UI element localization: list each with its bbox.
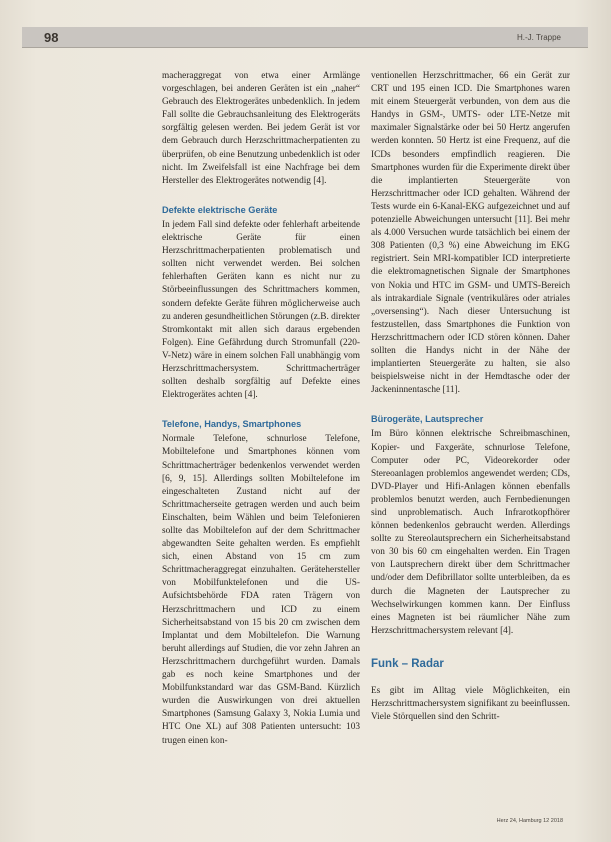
section-heading-phones: Telefone, Handys, Smartphones <box>162 419 302 430</box>
continuation-paragraph: ventionellen Herzschrittmacher, 66 ein Gerät zur CRT und 195 einen ICD. Die Smartphones waren mit einem Steuergerät verbunden, von dem aus die Handys in GSM-, UMTS- oder LTE-Netze mit maximaler Signalstärke oder bei 50 Hertz angerufen werden konnten. 50 Hertz ist eine Frequenz, auf die ICDs besonders empfindlich reagieren. Die Smartphones wurden für die Experimente direkt über die implantierten Steuergeräte von Herzschrittmacher oder ICD gehalten. Während der Tests wurde ein 6-Kanal-EKG aufgezeichnet und auf potenzielle Abweichungen untersucht [11]. Bei mehr als 4.000 Versuchen wurde tatsächlich bei einem der 308 Patienten (0,3 %) eine Abweichung im EKG registriert. Sein MRI-kompatibler ICD interpretierte die elektromagnetischen Signale der Smartphones von Nokia und HTC im GSM- und UMTS-Bereich als intrakardiale Signale (ventrikuläres oder atriales „oversensing“). Nach dieser Untersuchung ist festzustellen, dass Smartphones die Funktion von Herzschrittmachern oder ICD stören können. Daher sollten die Handys nicht in der Nähe der implantierten Steuergeräte zu halten, sie also beispielsweise nicht in der Hemdtasche oder der Jackeninnentasche [11]. <box>371 71 570 396</box>
section-heading-defective-devices: Defekte elektrische Geräte <box>162 204 278 215</box>
header-band <box>22 27 588 48</box>
section-paragraph-radio-radar: Es gibt im Alltag viele Möglichkeiten, ein Herzschrittmachersystem signifikant zu beeinflussen. Viele Störquellen sind den Schritt- <box>371 686 570 723</box>
section-paragraph-office-devices: Im Büro können elektrische Schreibmaschinen, Kopier- und Faxgeräte, schnurlose Telefone, Computer oder PC, Videorekorder oder Stereoanlagen problemlos angewendet werden; CDs, DVD-Player und Hifi-Anlagen können ebenfalls problemlos benutzt werden, auch Fernbedienungen sind unproblematisch. Auch Infrarotkopfhörer können bedenkenlos gebraucht werden. Allerdings sollte zu Stereolautsprechern ein Sicherheitsabstand von 30 bis 60 cm eingehalten werden. Ein Tragen von Lautsprechern direkt über dem Schrittmacher und/oder dem Defibrillator sollte unterbleiben, da es durch die Magneten der Lautsprecher zu Wechselwirkungen kommen kann. Der Einfluss eines Magneten ist bei räumlicher Nähe zum Herzschrittmachersystem relevant [4]. <box>371 429 570 636</box>
right-column <box>371 70 570 724</box>
section-heading-office-devices: Bürogeräte, Lautsprecher <box>371 414 484 425</box>
page-number: 98 <box>44 30 59 45</box>
footer-reference: Herz 24, Hamburg 12 2018 <box>496 818 563 824</box>
left-column <box>162 70 360 748</box>
section-paragraph-defective-devices: In jedem Fall sind defekte oder fehlerhaft arbeitende elektrische Geräte für einen Herzschrittmacherpatienten problematisch und sollten nicht verwendet werden. Bei solchen fehlerhaften Geräten kann es nicht nur zu Störbeeinflussungen des Schrittmachers kommen, sondern defekte Geräte führen möglicherweise auch zu anderen gesundheitlichen Störungen (z.B. direkter Stromkontakt mit allen sich daraus ergebenden Folgen). Eine Gefährdung durch Stromunfall (220-V-Netz) wäre in einem solchen Fall unabhängig vom Herzschrittmachersystem. Schrittmacherträger sollten deshalb sorgfältig auf Defekte eines Elektrogerätes achten [4]. <box>162 219 361 401</box>
running-head: H.-J. Trappe <box>516 33 561 42</box>
section-heading-radio-radar: Funk – Radar <box>371 657 444 670</box>
section-paragraph-phones: Normale Telefone, schnurlose Telefone, Mobiltelefone und Smartphones können vom Schrittmacherträger bedenkenlos verwendet werden [6, 9, 15]. Allerdings sollten Mobiltelefone im eingeschalteten Zustand nicht auf der Schrittmacherseite getragen werden und auch beim Einschalten, beim Wählen und beim Telefonieren sollte das Mobiltelefon auf der dem Schrittmacher abgewandten Seite gehalten werden. Es empfiehlt sich, einen Abstand von 15 cm zum Schrittmacheraggregat einzuhalten. Gerätehersteller von Mobilfunktelefonen und die US-Aufsichtsbehörde FDA raten Trägern von Herzschrittmachern und ICD zu einem Sicherheitsabstand von 15 bis 20 cm zwischen dem Implantat und dem Mobiltelefon. Die Warnung beruht allerdings auf Studien, die vor zehn Jahren an Herzschrittmachern durchgeführt wurden. Damals gab es noch keine Smartphones und der Mobilfunkstandard war das GSM-Band. Kürzlich wurden die Auswirkungen von drei aktuellen Smartphones (Samsung Galaxy 3, Nokia Lumia und HTC One XL) auf 308 Patienten untersucht: 103 trugen einen kon- <box>162 434 360 746</box>
intro-paragraph: macheraggregat von etwa einer Armlänge vorgeschlagen, bei anderen Geräten ist ein „naher“ Gebrauch des Elektrogerätes unbedenklich. In jedem Fall sollte die Gebrauchsanleitung des Elektrogeräts sorgfältig gelesen werden. Bei jedem Gerät ist vor dem Gebrauch durch Herzschrittmacherpatienten zu überprüfen, ob eine Benutzung unbedenklich ist oder nicht. Im Zweifelsfall ist eine Nachfrage bei dem Hersteller des Elektrogerätes notwendig [4]. <box>162 71 360 186</box>
